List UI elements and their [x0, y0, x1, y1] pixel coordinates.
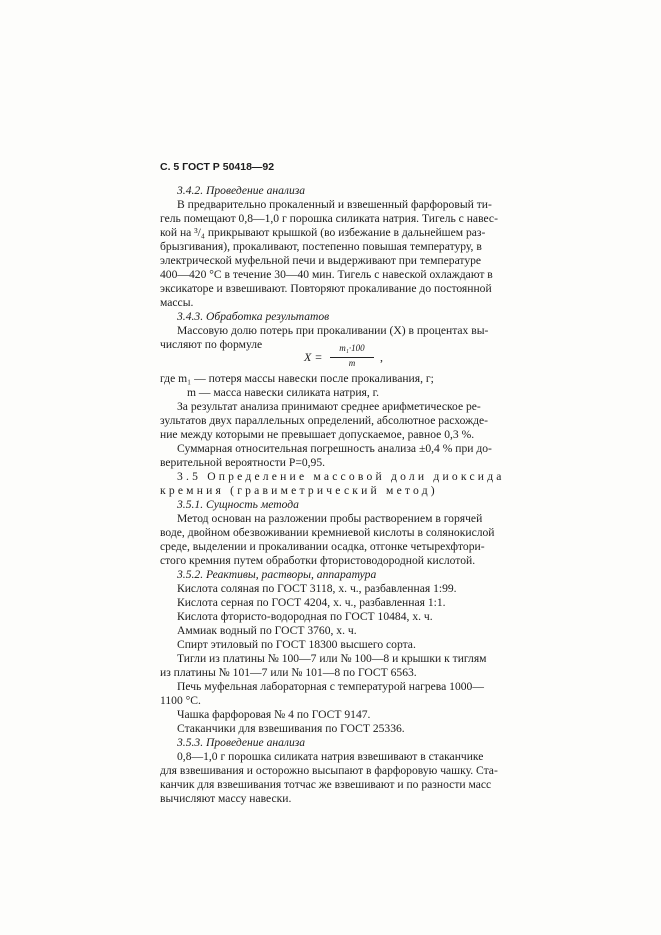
text-line: брызгивания), прокаливают, постепенно повышая температуру, в — [160, 240, 482, 253]
formula-tail: , — [380, 350, 383, 364]
text-line: Метод основан на разложении пробы растворением в горячей — [177, 512, 483, 525]
text-line: m — масса навески силиката натрия, г. — [187, 386, 379, 399]
text-line: канчик для взвешивания тотчас же взвешивают и по разности масс — [160, 778, 492, 791]
text-line: кой на ³/₄ прикрывают крышкой (во избежание в дальнейшем раз- — [160, 226, 486, 239]
text-line: Спирт этиловый по ГОСТ 18300 высшего сорта. — [177, 638, 416, 651]
text-line: 0,8—1,0 г порошка силиката натрия взвешивают в стаканчике — [177, 750, 484, 763]
text-line: ние между которыми не превышает допускаемое, равное 0,3 %. — [160, 428, 475, 441]
formula-numerator: m₁·100 — [339, 343, 365, 353]
text-line: гель помещают 0,8—1,0 г порошка силиката натрия. Тигель с навес- — [160, 212, 498, 225]
text-line: Кислота фтористо-водородная по ГОСТ 10484, х. ч. — [177, 610, 433, 623]
section-heading-3-5-cont: кремния (гравиметрический метод) — [160, 484, 438, 497]
text-line: Кислота соляная по ГОСТ 3118, х. ч., разбавленная 1:99. — [177, 582, 457, 595]
text-line: Суммарная относительная погрешность анализа ±0,4 % при до- — [177, 442, 492, 455]
text-line: воде, двойном обезвоживании кремниевой кислоты в солянокислой — [160, 526, 495, 539]
text-line: 400—420 °С в течение 30—40 мин. Тигель с навеской охлаждают в — [160, 268, 493, 281]
text-line: В предварительно прокаленный и взвешенный фарфоровый ти- — [177, 198, 492, 211]
section-heading-3-5-2: 3.5.2. Реактивы, растворы, аппаратура — [177, 568, 377, 581]
text-line: числяют по формуле — [160, 338, 263, 351]
text-line: массы. — [160, 296, 194, 309]
text-line: За результат анализа принимают среднее арифметическое ре- — [177, 400, 481, 413]
section-heading-3-4-2: 3.4.2. Проведение анализа — [177, 184, 306, 197]
formula-denominator: m — [348, 358, 356, 368]
formula-lhs: X = — [304, 350, 323, 364]
text-line: Тигли из платины № 100—7 или № 100—8 и крышки к тиглям — [177, 652, 487, 665]
text-line: Аммиак водный по ГОСТ 3760, х. ч. — [177, 624, 357, 637]
text-line: вычисляют массу навески. — [160, 792, 292, 805]
text-line: среде, выделении и прокаливании осадка, отгонке четырехфтори- — [160, 540, 485, 553]
section-heading-3-4-3: 3.4.3. Обработка результатов — [177, 310, 330, 323]
text-line: Стаканчики для взвешивания по ГОСТ 25336. — [177, 722, 405, 735]
text-line: Чашка фарфоровая № 4 по ГОСТ 9147. — [177, 708, 371, 721]
page-header: С. 5 ГОСТ Р 50418—92 — [160, 161, 275, 173]
text-line: зультатов двух параллельных определений, абсолютное расхожде- — [160, 414, 489, 427]
text-line: Печь муфельная лабораторная с температурой нагрева 1000— — [177, 680, 484, 693]
section-heading-3-5-3: 3.5.3. Проведение анализа — [177, 736, 306, 749]
text-line: из платины № 101—7 или № 101—8 по ГОСТ 6563. — [160, 666, 417, 679]
text-line: для взвешивания и осторожно высыпают в фарфоровую чашку. Ста- — [160, 764, 498, 777]
text-line: 1100 °С. — [160, 694, 201, 707]
text-line: Массовую долю потерь при прокаливании (X) в процентах вы- — [177, 324, 489, 337]
section-heading-3-5: 3.5 Определение массовой доли диоксида — [177, 470, 505, 483]
text-line: электрической муфельной печи и выдерживают при температуре — [160, 254, 482, 267]
text-line: стого кремния путем обработки фтористоводородной кислотой. — [160, 554, 476, 567]
text-line: Кислота серная по ГОСТ 4204, х. ч., разбавленная 1:1. — [177, 596, 446, 609]
text-line: эксикаторе и взвешивают. Повторяют прокаливание до постоянной — [160, 282, 492, 295]
text-line: верительной вероятности Р=0,95. — [160, 456, 326, 469]
text-line: где m₁ — потеря массы навески после прокаливания, г; — [160, 372, 434, 385]
section-heading-3-5-1: 3.5.1. Сущность метода — [177, 498, 299, 511]
